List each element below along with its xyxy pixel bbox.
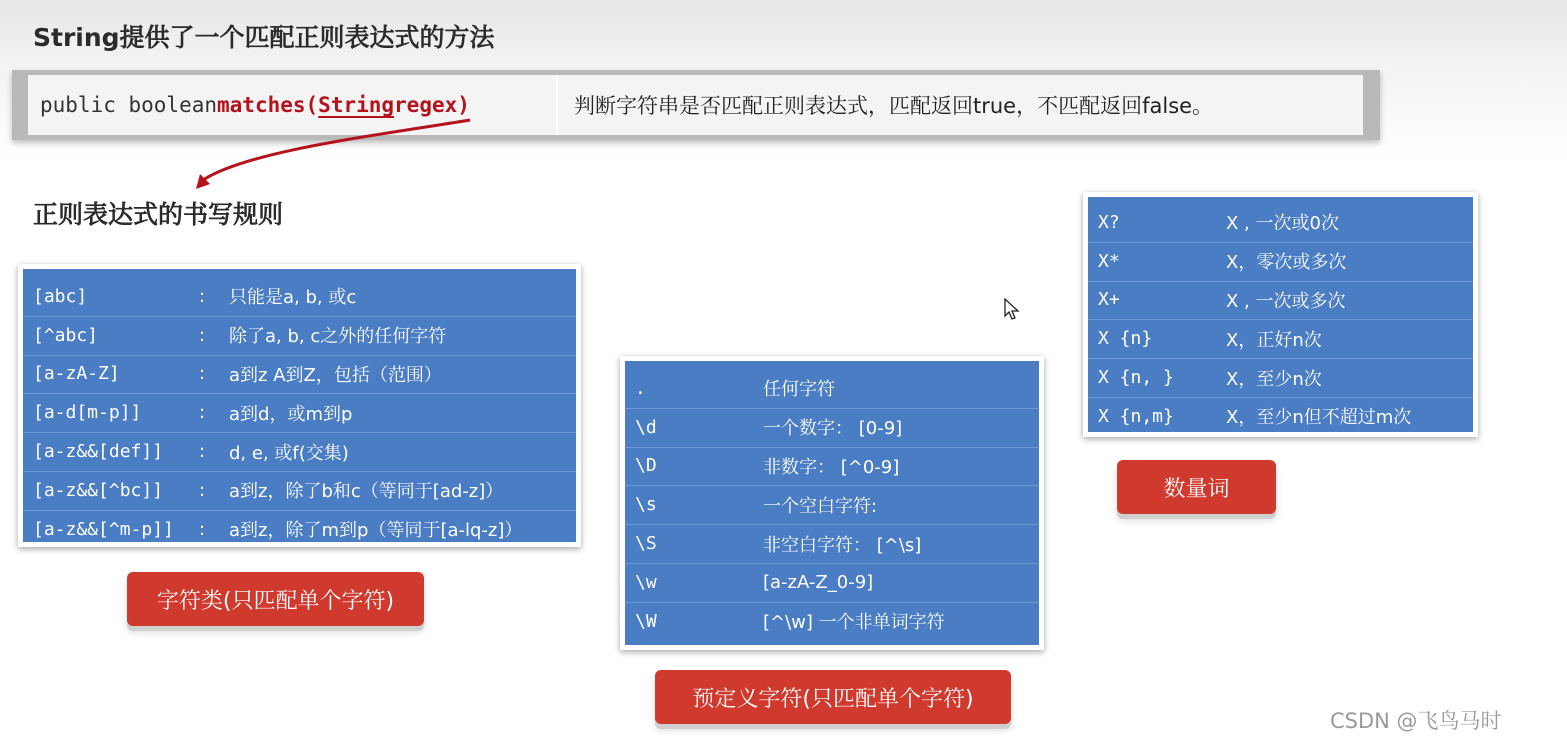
row-value: X，正好n次 bbox=[1226, 329, 1322, 351]
row-separator: : bbox=[199, 441, 206, 463]
rules-title: 正则表达式的书写规则 bbox=[33, 200, 284, 229]
row-key: \s bbox=[635, 494, 657, 516]
quantifier-row bbox=[1088, 319, 1473, 358]
row-key: X+ bbox=[1098, 289, 1120, 311]
predefined-row bbox=[625, 369, 1039, 408]
row-key: \w bbox=[635, 571, 657, 593]
row-value: 任何字符 bbox=[763, 379, 835, 401]
row-value: 非数字： [^0-9] bbox=[763, 456, 900, 478]
row-divider bbox=[23, 471, 576, 472]
char-class-row bbox=[23, 471, 576, 510]
row-divider bbox=[1088, 397, 1473, 398]
row-value: X，零次或多次 bbox=[1226, 252, 1347, 274]
row-divider bbox=[23, 510, 576, 511]
row-key: [a-z&&[def]] bbox=[33, 441, 164, 463]
curved-arrow-icon bbox=[0, 0, 560, 200]
row-value: a到d，或m到p bbox=[229, 403, 353, 425]
predefined-row bbox=[625, 485, 1039, 524]
predefined-row bbox=[625, 602, 1039, 641]
row-key: [a-z&&[^m-p]] bbox=[33, 518, 174, 540]
method-param-name: regex) bbox=[394, 93, 470, 117]
row-divider bbox=[1088, 242, 1473, 243]
row-separator: : bbox=[199, 324, 206, 346]
row-divider bbox=[1088, 281, 1473, 282]
char-class-panel bbox=[18, 264, 581, 547]
row-key: X {n,m} bbox=[1098, 405, 1174, 427]
row-value: 非空白字符： [^\s] bbox=[763, 534, 922, 556]
row-divider bbox=[23, 432, 576, 433]
row-separator: : bbox=[199, 518, 206, 540]
quantifier-row bbox=[1088, 358, 1473, 397]
row-divider bbox=[625, 408, 1039, 409]
row-value: X , 一次或多次 bbox=[1226, 290, 1346, 312]
row-key: \S bbox=[635, 533, 657, 555]
row-separator: : bbox=[199, 363, 206, 385]
char-class-label: 字符类(只匹配单个字符) bbox=[127, 572, 424, 626]
row-divider bbox=[625, 563, 1039, 564]
row-key: \D bbox=[635, 455, 657, 477]
mouse-pointer-icon bbox=[1004, 298, 1022, 322]
char-class-row bbox=[23, 277, 576, 316]
row-key: \W bbox=[635, 610, 657, 632]
row-divider bbox=[625, 447, 1039, 448]
row-key: [a-d[m-p]] bbox=[33, 402, 142, 424]
row-divider bbox=[625, 485, 1039, 486]
watermark: CSDN @飞鸟马时 bbox=[1330, 709, 1502, 733]
row-key: [^abc] bbox=[33, 324, 99, 346]
row-key: . bbox=[635, 377, 646, 399]
quantifier-row bbox=[1088, 242, 1473, 281]
row-key: [a-z&&[^bc]] bbox=[33, 479, 164, 501]
method-param-type: String bbox=[318, 93, 395, 117]
predefined-row bbox=[625, 563, 1039, 602]
row-key: X {n, } bbox=[1098, 367, 1174, 389]
predefined-row bbox=[625, 447, 1039, 486]
char-class-row bbox=[23, 355, 576, 394]
row-key: X {n} bbox=[1098, 328, 1153, 350]
row-value: X，至少n但不超过m次 bbox=[1226, 407, 1412, 429]
row-value: 只能是a, b, 或c bbox=[229, 287, 357, 309]
row-value: X , 一次或0次 bbox=[1226, 213, 1339, 235]
row-key: \d bbox=[635, 416, 657, 438]
predefined-row bbox=[625, 408, 1039, 447]
predefined-row bbox=[625, 524, 1039, 563]
quantifier-panel bbox=[1083, 192, 1478, 437]
row-value: X，至少n次 bbox=[1226, 368, 1322, 390]
char-class-row bbox=[23, 316, 576, 355]
row-value: d, e, 或f(交集) bbox=[229, 442, 349, 464]
row-divider bbox=[625, 524, 1039, 525]
row-key: X? bbox=[1098, 211, 1120, 233]
row-divider bbox=[1088, 358, 1473, 359]
row-divider bbox=[23, 393, 576, 394]
row-value: 除了a, b, c之外的任何字符 bbox=[229, 326, 447, 348]
quantifier-label: 数量词 bbox=[1117, 460, 1276, 514]
row-value: [^\w] 一个非单词字符 bbox=[763, 612, 945, 634]
predefined-label: 预定义字符(只匹配单个字符) bbox=[655, 670, 1011, 724]
row-key: [a-zA-Z] bbox=[33, 363, 120, 385]
quantifier-row bbox=[1088, 397, 1473, 436]
row-value: [a-zA-Z_0-9] bbox=[763, 571, 874, 593]
quantifier-row bbox=[1088, 281, 1473, 320]
row-key: X* bbox=[1098, 250, 1120, 272]
method-signature-prefix: public boolean bbox=[40, 93, 218, 117]
row-value: a到z，除了m到p（等同于[a-lq-z]） bbox=[229, 520, 523, 542]
row-separator: : bbox=[199, 479, 206, 501]
predefined-panel bbox=[620, 356, 1044, 650]
quantifier-row bbox=[1088, 203, 1473, 242]
page-title: String提供了一个匹配正则表达式的方法 bbox=[33, 23, 495, 52]
row-divider bbox=[23, 316, 576, 317]
char-class-row bbox=[23, 510, 576, 549]
row-separator: : bbox=[199, 402, 206, 424]
char-class-row bbox=[23, 432, 576, 471]
row-separator: : bbox=[199, 285, 206, 307]
row-value: 一个数字： [0-9] bbox=[763, 418, 903, 440]
row-key: [abc] bbox=[33, 285, 88, 307]
row-value: 一个空白字符: bbox=[763, 495, 878, 517]
row-value: a到z A到Z，包括（范围） bbox=[229, 364, 442, 386]
row-divider bbox=[625, 602, 1039, 603]
method-name: matches( bbox=[217, 93, 319, 117]
char-class-row bbox=[23, 393, 576, 432]
method-description: 判断字符串是否匹配正则表达式，匹配返回true，不匹配返回false。 bbox=[574, 94, 1214, 118]
row-divider bbox=[23, 355, 576, 356]
row-value: a到z，除了b和c（等同于[ad-z]） bbox=[229, 481, 504, 503]
row-divider bbox=[1088, 319, 1473, 320]
